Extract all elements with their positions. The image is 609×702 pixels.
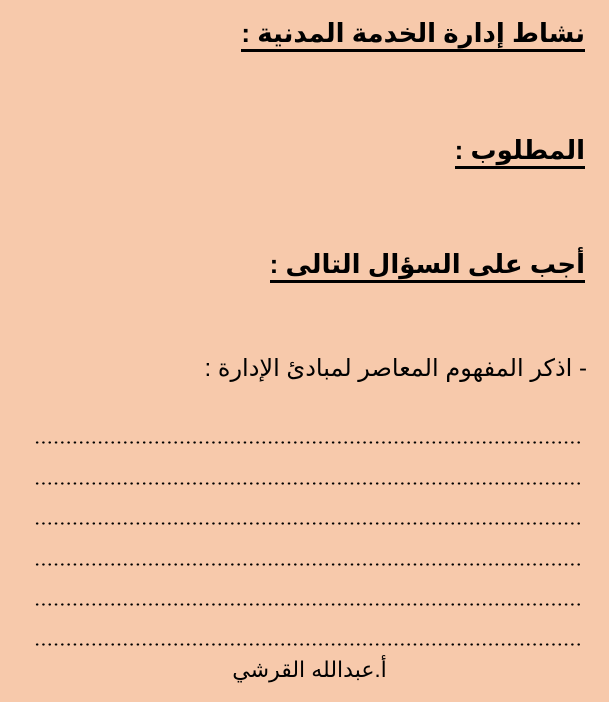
dotted-line bbox=[34, 563, 583, 566]
dotted-line bbox=[34, 482, 583, 485]
required-heading-text: المطلوب : bbox=[455, 137, 585, 169]
activity-title bbox=[241, 20, 585, 52]
required-heading bbox=[455, 137, 585, 169]
instruction-heading bbox=[270, 251, 585, 283]
teacher-signature: أ.عبدالله القرشي bbox=[232, 657, 387, 682]
dotted-line bbox=[34, 643, 583, 646]
answer-area[interactable] bbox=[34, 408, 583, 650]
instruction-heading-text: أجب على السؤال التالى : bbox=[270, 251, 585, 283]
dotted-line bbox=[34, 441, 583, 444]
answer-line-2[interactable] bbox=[34, 448, 583, 488]
question-text: - اذكر المفهوم المعاصر لمبادئ الإدارة : bbox=[204, 355, 587, 382]
answer-line-3[interactable] bbox=[34, 489, 583, 529]
dotted-line bbox=[34, 522, 583, 525]
answer-line-6[interactable] bbox=[34, 610, 583, 650]
answer-line-1[interactable] bbox=[34, 408, 583, 448]
dotted-line bbox=[34, 603, 583, 606]
answer-line-4[interactable] bbox=[34, 529, 583, 569]
answer-line-5[interactable] bbox=[34, 570, 583, 610]
activity-title-text: نشاط إدارة الخدمة المدنية : bbox=[241, 20, 585, 52]
